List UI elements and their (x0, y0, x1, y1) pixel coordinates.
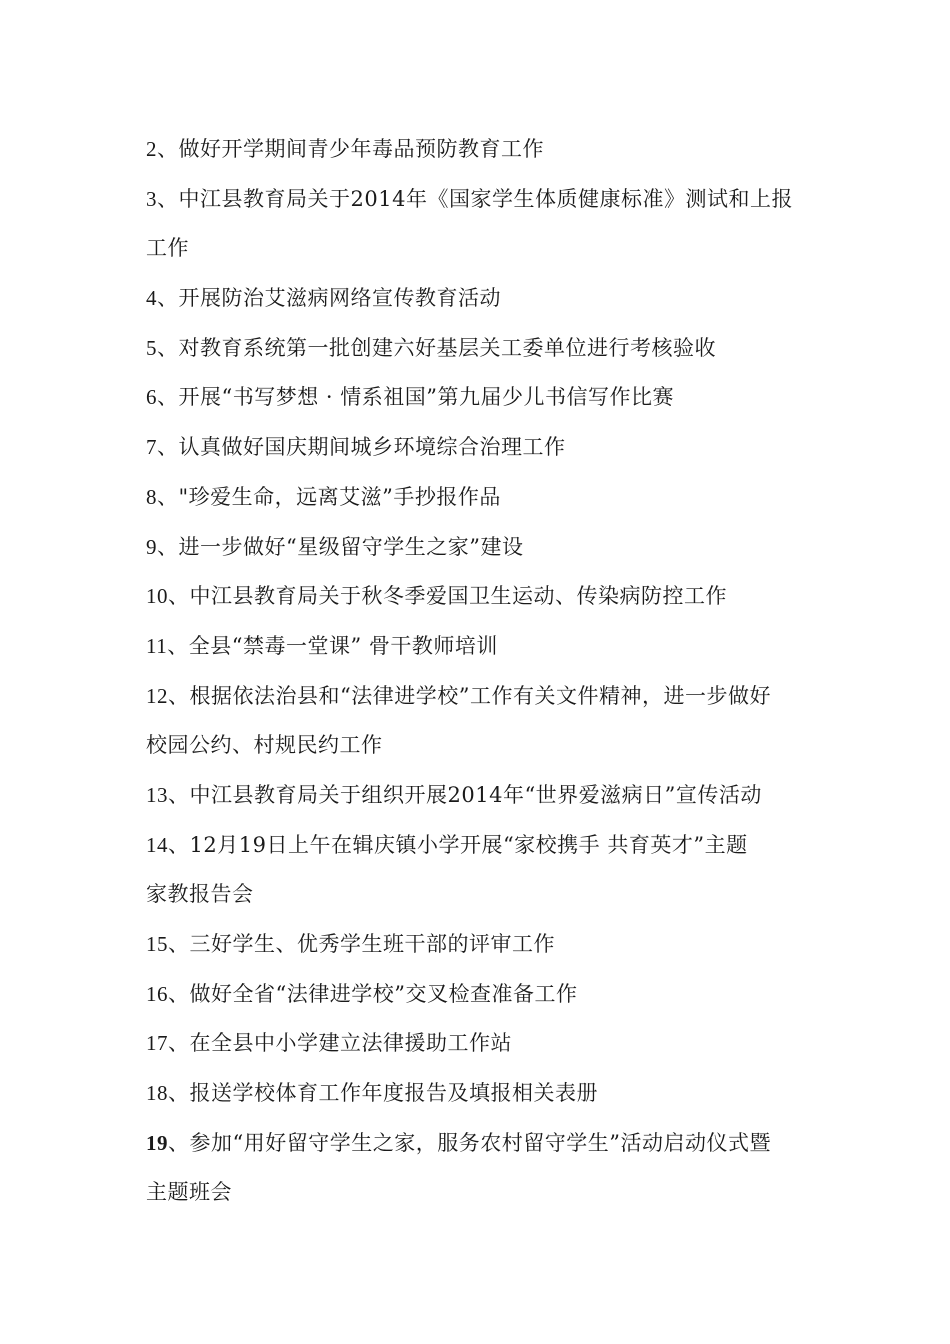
item-separator: 、 (157, 137, 179, 161)
item-separator: 、 (168, 1130, 190, 1155)
item-text: 做好开学期间青少年毒品预防教育工作 (178, 137, 544, 161)
item-text: 三好学生、优秀学生班干部的评审工作 (189, 932, 555, 956)
list-item (146, 920, 816, 970)
item-list (146, 125, 816, 1218)
item-separator: 、 (168, 683, 190, 708)
list-item (146, 1019, 816, 1069)
item-number: 4 (146, 286, 157, 311)
item-separator: 、 (168, 981, 190, 1006)
item-separator: 、 (157, 484, 179, 509)
list-item-continuation (146, 224, 816, 274)
item-separator: 、 (157, 186, 179, 211)
item-number: 9 (146, 534, 157, 559)
item-text: 参加“用好留守学生之家，服务农村留守学生”活动启动仪式暨 (189, 1130, 771, 1155)
item-number: 7 (146, 435, 157, 460)
list-item (146, 175, 816, 225)
item-number: 16 (146, 981, 168, 1006)
item-separator: 、 (167, 633, 189, 658)
list-item-continuation (146, 721, 816, 771)
item-text: 主题班会 (146, 1180, 232, 1205)
item-separator: 、 (157, 335, 179, 360)
item-text: 工作 (146, 236, 189, 261)
list-item (146, 324, 816, 374)
item-separator: 、 (168, 584, 190, 609)
item-text: 对教育系统第一批创建六好基层关工委单位进行考核验收 (178, 335, 716, 360)
item-text: 家教报告会 (146, 882, 254, 907)
item-text: 开展防治艾滋病网络宣传教育活动 (178, 286, 501, 311)
list-item-continuation (146, 870, 816, 920)
item-number: 18 (146, 1081, 168, 1106)
item-number: 10 (146, 584, 168, 609)
list-item (146, 125, 816, 175)
list-item (146, 771, 816, 821)
list-item (146, 970, 816, 1020)
list-item (146, 572, 816, 622)
item-separator: 、 (168, 1031, 190, 1056)
item-number: 13 (146, 782, 168, 807)
item-text: 报送学校体育工作年度报告及填报相关表册 (189, 1081, 598, 1106)
item-separator: 、 (168, 832, 190, 857)
item-text: 中江县教育局关于组织开展2014年“世界爱滋病日”宣传活动 (189, 782, 762, 807)
item-separator: 、 (168, 932, 190, 956)
item-text: 12月19日上午在辑庆镇小学开展“家校携手 共育英才”主题 (189, 832, 748, 857)
item-separator: 、 (168, 1081, 190, 1106)
list-item (146, 622, 816, 672)
item-separator: 、 (168, 782, 190, 807)
list-item (146, 274, 816, 324)
item-number: 2 (146, 137, 157, 161)
item-separator: 、 (157, 435, 179, 460)
item-number: 6 (146, 385, 157, 410)
item-number: 17 (146, 1031, 168, 1056)
item-text: 根据依法治县和“法律进学校”工作有关文件精神，进一步做好 (189, 683, 771, 708)
item-text: 做好全省“法律进学校”交叉检查准备工作 (189, 981, 578, 1006)
item-number: 5 (146, 335, 157, 360)
list-item (146, 821, 816, 871)
list-item (146, 473, 816, 523)
item-number: 14 (146, 832, 168, 857)
list-item (146, 373, 816, 423)
list-item (146, 1069, 816, 1119)
item-text: 校园公约、村规民约工作 (146, 733, 383, 758)
list-item (146, 1119, 816, 1169)
list-item (146, 672, 816, 722)
item-text: 进一步做好“星级留守学生之家”建设 (178, 534, 524, 559)
item-number: 11 (146, 633, 168, 658)
item-separator: 、 (157, 286, 179, 311)
item-text: 在全县中小学建立法律援助工作站 (189, 1031, 512, 1056)
item-number: 19 (146, 1130, 168, 1155)
item-text: 认真做好国庆期间城乡环境综合治理工作 (178, 435, 566, 460)
list-item-continuation (146, 1168, 816, 1218)
item-number: 15 (146, 932, 168, 956)
item-text: 中江县教育局关于秋冬季爱国卫生运动、传染病防控工作 (189, 584, 727, 609)
item-number: 3 (146, 186, 157, 211)
list-item (146, 423, 816, 473)
list-item (146, 523, 816, 573)
item-text: 开展“书写梦想 · 情系祖国”第九届少儿书信写作比赛 (178, 385, 674, 410)
item-number: 12 (146, 683, 168, 708)
item-separator: 、 (157, 385, 179, 410)
item-separator: 、 (157, 534, 179, 559)
item-number: 8 (146, 484, 157, 509)
item-text: 中江县教育局关于2014年《国家学生体质健康标准》测试和上报 (178, 186, 793, 211)
item-text: "珍爱生命，远离艾滋”手抄报作品 (178, 484, 501, 509)
item-text: 全县“禁毒一堂课” 骨干教师培训 (188, 633, 498, 658)
